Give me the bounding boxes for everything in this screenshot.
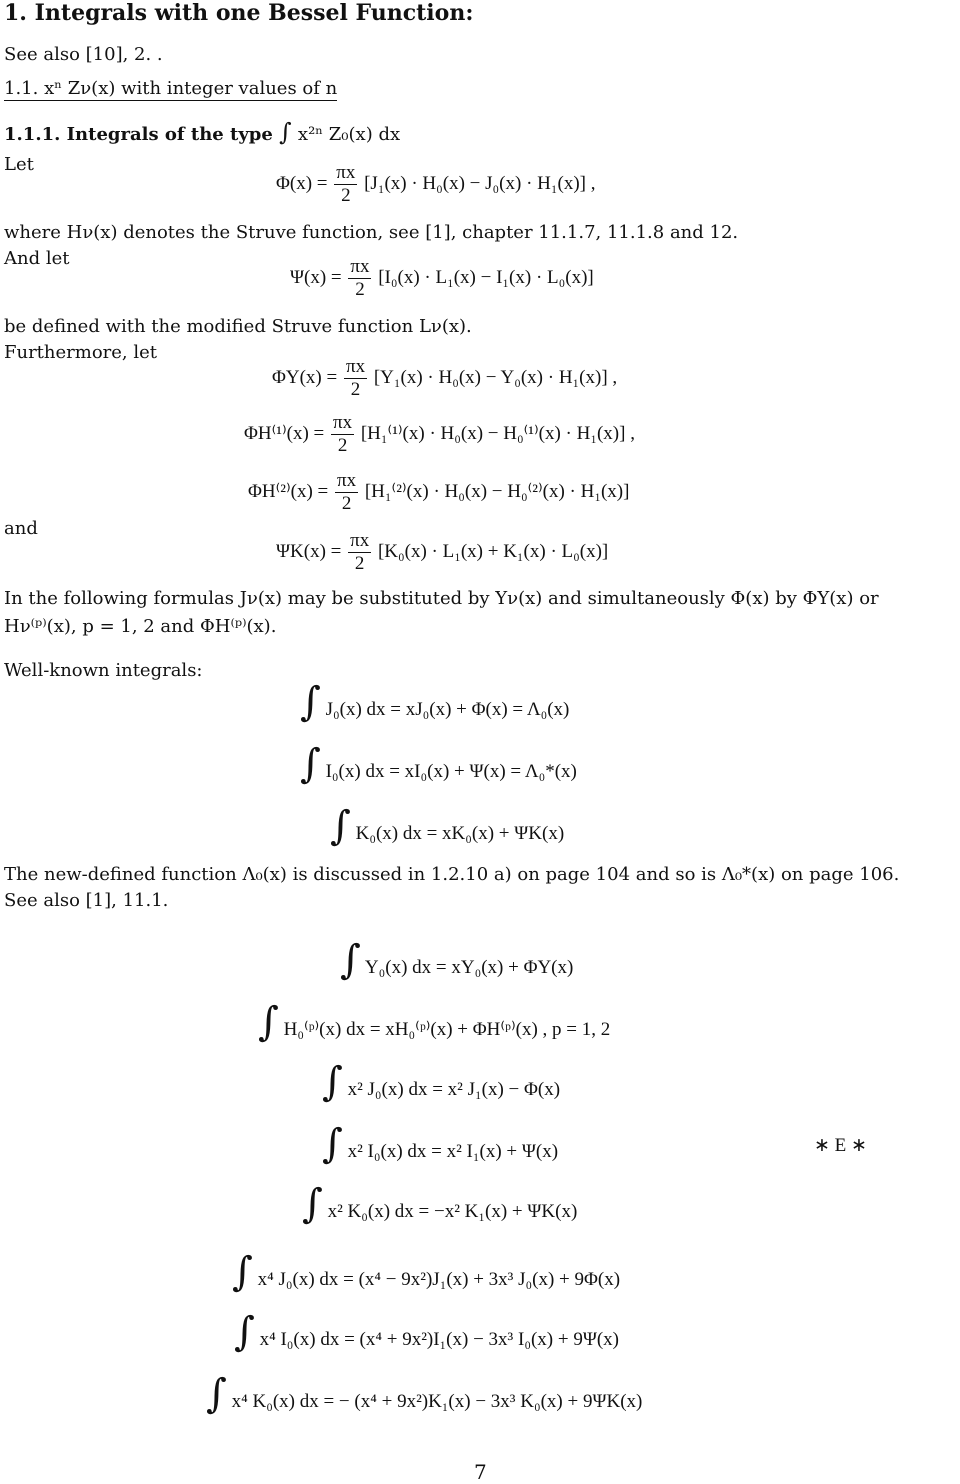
integral-x2k0 xyxy=(302,1181,578,1227)
integral-sign: ∫ xyxy=(322,1059,343,1105)
phiH1-rhs: [H₁⁽¹⁾(x) · H₀(x) − H₀⁽¹⁾(x) · H₁(x)] , xyxy=(360,422,635,444)
subsection-title: 1.1. xⁿ Zν(x) with integer values of n xyxy=(4,78,338,99)
integral-sign: ∫ xyxy=(258,999,279,1045)
integral-y0 xyxy=(340,937,574,983)
struve-note: where Hν(x) denotes the Struve function, see [1], chapter 11.1.7, 11.1.8 and 12. xyxy=(4,222,739,243)
integral-h0 xyxy=(258,999,611,1045)
fraction-denominator: 2 xyxy=(348,278,371,301)
fraction-numerator: πx xyxy=(350,530,370,551)
integral-sign: ∫ xyxy=(322,1121,343,1167)
phiH2-rhs: [H₁⁽²⁾(x) · H₀(x) − H₀⁽²⁾(x) · H₁(x)] xyxy=(364,480,630,502)
substitution-line-2: Hν⁽ᵖ⁾(x), p = 1, 2 and ΦH⁽ᵖ⁾(x). xyxy=(4,616,277,637)
fraction-denominator: 2 xyxy=(331,434,354,457)
subsubsection-prefix: 1.1.1. Integrals of the type xyxy=(4,124,273,145)
integral-sign: ∫ xyxy=(232,1249,253,1295)
lambda-note-2: See also [1], 11.1. xyxy=(4,890,169,911)
fraction-numerator: πx xyxy=(337,470,357,491)
and-let-text: And let xyxy=(4,248,70,269)
phiH1-definition xyxy=(244,412,635,457)
psi-definition xyxy=(290,256,594,301)
integral-i0-body: I₀(x) dx = xI₀(x) + Ψ(x) = Λ₀*(x) xyxy=(325,761,577,782)
integral-x2i0-body: x² I₀(x) dx = x² I₁(x) + Ψ(x) xyxy=(347,1141,559,1162)
fraction xyxy=(331,412,354,457)
fraction-numerator: πx xyxy=(350,256,370,277)
phiY-definition xyxy=(272,356,617,401)
modified-struve-text: be defined with the modified Struve function Lν(x). xyxy=(4,316,472,337)
integral-sign: ∫ xyxy=(206,1371,227,1417)
and-text: and xyxy=(4,518,38,539)
integral-sign: ∫ xyxy=(330,803,351,849)
integral-sign: ∫ xyxy=(300,679,321,725)
phiY-lhs: ΦY(x) = xyxy=(272,366,338,388)
integral-y0-body: Y₀(x) dx = xY₀(x) + ΦY(x) xyxy=(364,957,574,978)
integral-x4i0 xyxy=(234,1309,619,1355)
integral-x2i0 xyxy=(322,1121,559,1167)
integral-k0 xyxy=(330,803,565,849)
phiY-rhs: [Y₁(x) · H₀(x) − Y₀(x) · H₁(x)] , xyxy=(373,366,618,388)
integral-j0-body: J₀(x) dx = xJ₀(x) + Φ(x) = Λ₀(x) xyxy=(325,699,570,720)
psi-lhs: Ψ(x) = xyxy=(290,266,342,288)
integral-sign: ∫ xyxy=(300,741,321,787)
see-also: See also [10], 2. . xyxy=(4,44,163,65)
fraction xyxy=(348,256,371,301)
phi-definition xyxy=(276,162,595,207)
substitution-line-1: In the following formulas Jν(x) may be substituted by Yν(x) and simultaneously Φ(x) by ΦY(x) or xyxy=(4,588,879,609)
integral-x4k0 xyxy=(206,1371,643,1417)
integral-x2k0-body: x² K₀(x) dx = −x² K₁(x) + ΨK(x) xyxy=(327,1201,578,1222)
phiH1-lhs: ΦH⁽¹⁾(x) = xyxy=(244,422,325,444)
fraction-denominator: 2 xyxy=(334,184,357,207)
psi-rhs: [I₀(x) · L₁(x) − I₁(x) · L₀(x)] xyxy=(378,266,594,288)
integral-sign: ∫ xyxy=(340,937,361,983)
equation-mark: ∗ E ∗ xyxy=(814,1135,867,1156)
psiK-rhs: [K₀(x) · L₁(x) + K₁(x) · L₀(x)] xyxy=(377,540,609,562)
fraction xyxy=(348,530,371,575)
subsubsection-title xyxy=(4,120,400,145)
integral-x4k0-body: x⁴ K₀(x) dx = − (x⁴ + 9x²)K₁(x) − 3x³ K₀(x) + 9ΨK(x) xyxy=(231,1391,643,1412)
fraction-denominator: 2 xyxy=(348,552,371,575)
integral-i0 xyxy=(300,741,577,787)
integral-j0 xyxy=(300,679,570,725)
phiH2-lhs: ΦH⁽²⁾(x) = xyxy=(248,480,329,502)
integral-x4j0 xyxy=(232,1249,621,1295)
phiH2-definition xyxy=(248,470,629,515)
fraction-numerator: πx xyxy=(345,356,366,377)
fraction xyxy=(334,162,357,207)
fraction-denominator: 2 xyxy=(344,378,367,401)
well-known-label: Well-known integrals: xyxy=(4,660,203,681)
integral-x4j0-body: x⁴ J₀(x) dx = (x⁴ − 9x²)J₁(x) + 3x³ J₀(x) + 9Φ(x) xyxy=(257,1269,621,1290)
integral-sign: ∫ xyxy=(279,118,292,146)
lambda-note-1: The new-defined function Λ₀(x) is discussed in 1.2.10 a) on page 104 and so is Λ₀*(x) on page 106. xyxy=(4,864,900,885)
fraction-numerator: πx xyxy=(333,412,353,433)
fraction xyxy=(344,356,367,401)
integral-sign: ∫ xyxy=(302,1181,323,1227)
integral-x2j0-body: x² J₀(x) dx = x² J₁(x) − Φ(x) xyxy=(347,1079,561,1100)
subsubsection-integrand: x²ⁿ Z₀(x) dx xyxy=(297,124,401,145)
psiK-definition xyxy=(276,530,608,575)
section-title: 1. Integrals with one Bessel Function: xyxy=(4,0,474,26)
integral-k0-body: K₀(x) dx = xK₀(x) + ΨK(x) xyxy=(355,823,565,844)
phi-lhs: Φ(x) = xyxy=(276,172,328,194)
furthermore-text: Furthermore, let xyxy=(4,342,158,363)
page-number: 7 xyxy=(474,1460,487,1484)
phi-rhs: [J₁(x) · H₀(x) − J₀(x) · H₁(x)] , xyxy=(364,172,596,194)
integral-sign: ∫ xyxy=(234,1309,255,1355)
integral-x2j0 xyxy=(322,1059,561,1105)
let-text: Let xyxy=(4,154,34,175)
fraction-numerator: πx xyxy=(336,162,356,183)
psiK-lhs: ΨK(x) = xyxy=(276,540,342,562)
fraction-denominator: 2 xyxy=(335,492,358,515)
integral-h0-body: H₀⁽ᵖ⁾(x) dx = xH₀⁽ᵖ⁾(x) + ΦH⁽ᵖ⁾(x) , p = 1, 2 xyxy=(283,1019,611,1040)
fraction xyxy=(335,470,358,515)
integral-x4i0-body: x⁴ I₀(x) dx = (x⁴ + 9x²)I₁(x) − 3x³ I₀(x) + 9Ψ(x) xyxy=(259,1329,619,1350)
